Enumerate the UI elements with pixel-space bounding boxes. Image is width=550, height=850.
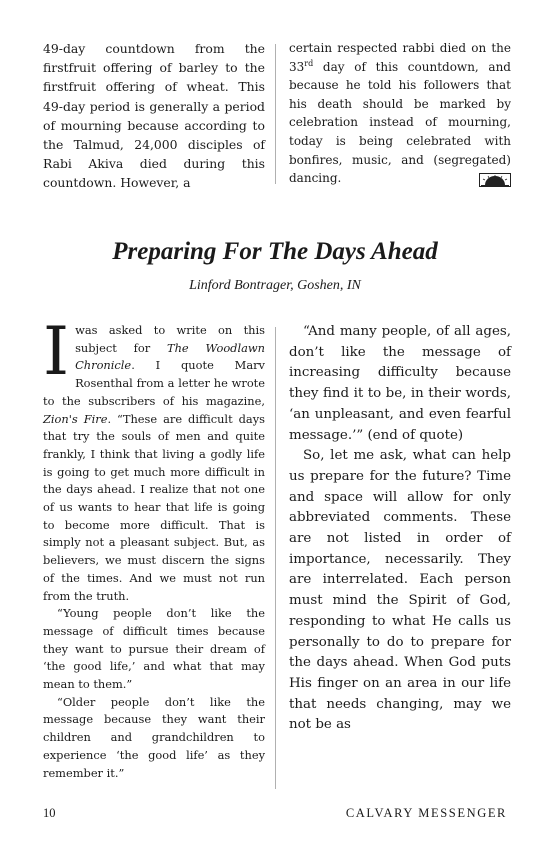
article-title: Preparing For The Days Ahead — [112, 238, 438, 265]
article-paragraph-1 — [43, 313, 265, 605]
column-divider-main — [275, 327, 276, 789]
article-paragraph-3: “Older people don’t like the message because they want their children and grandchildren to experience ‘the good life’ as they remember it.” — [43, 694, 265, 780]
column-divider-top — [275, 44, 276, 184]
previous-article-left-column — [43, 39, 265, 193]
article-paragraph-1-part-b: . I quote Marv Rosenthal from a letter he wrote to the subscribers of his magazine, — [43, 358, 265, 408]
article-paragraph-2: “Young people don’t like the message of difficult times because they want to pursue their dream of ‘the good life,’ and what that may mean to them.” — [43, 606, 265, 692]
previous-article-right-column — [289, 39, 511, 193]
sunrise-ornament-icon — [479, 173, 511, 193]
previous-article-text-part2: day of this countdown, and because he told his followers that his death should be marked by celebration instead of mourning, today is being celebrated with bonfires, music, and (segregated) dancing. — [289, 59, 511, 186]
previous-article-text-left: 49-day countdown from the firstfruit offering of barley to the firstfruit offering of wheat. This 49-day period is generally a period of mourning because according to the Talmud, 24,000 disciples of Rabi Akiva died during this countdown. However, a — [43, 41, 265, 191]
drop-cap: I — [43, 313, 70, 390]
previous-article-text-part1: certain respected rabbi died on the 33 — [289, 41, 511, 74]
article-paragraph-5: So, let me ask, what can help us prepare for the future? Time and space will allow for only abbreviated comments. These are not listed in order of importance, necessarily. They are interrelated. Each person must mind the Spirit of God, responding to what He calls us personally to do to prepare for the days ahead. When God puts His finger on an area in our life that needs changing, may we not be as — [289, 448, 511, 733]
ordinal-suffix: rd — [304, 58, 314, 68]
article-paragraph-4: “And many people, of all ages, don’t like the message of increasing difficulty because they find it to be, in their words, ‘an unpleasant, and even fearful message.’” (end of quote) — [289, 324, 511, 443]
article-left-column — [43, 313, 265, 782]
article-author: Linford Bontrager, Goshen, IN — [189, 278, 361, 293]
publication-name-zions-fire: Zion's Fire — [43, 411, 108, 426]
article-paragraph-1-part-a: was asked to write on this subject for — [75, 323, 265, 355]
publication-name-woodlawn: The Woodlawn Chronicle — [75, 340, 265, 373]
article-right-column — [289, 322, 511, 736]
magazine-name: CALVARY MESSENGER — [345, 806, 507, 820]
previous-article-text-right — [289, 39, 511, 188]
article-paragraph-1-part-c: . “These are difficult days that try the souls of men and quite frankly, I think that living a godly life is going to get much more difficult in the days ahead. I realize that not one of us wants to hear that life is going to become more difficult. That is simply not a pleasant subject. But, as believers, we must discern the signs of the times. And we must not run from the truth. — [43, 411, 265, 603]
page-number: 10 — [43, 806, 56, 820]
